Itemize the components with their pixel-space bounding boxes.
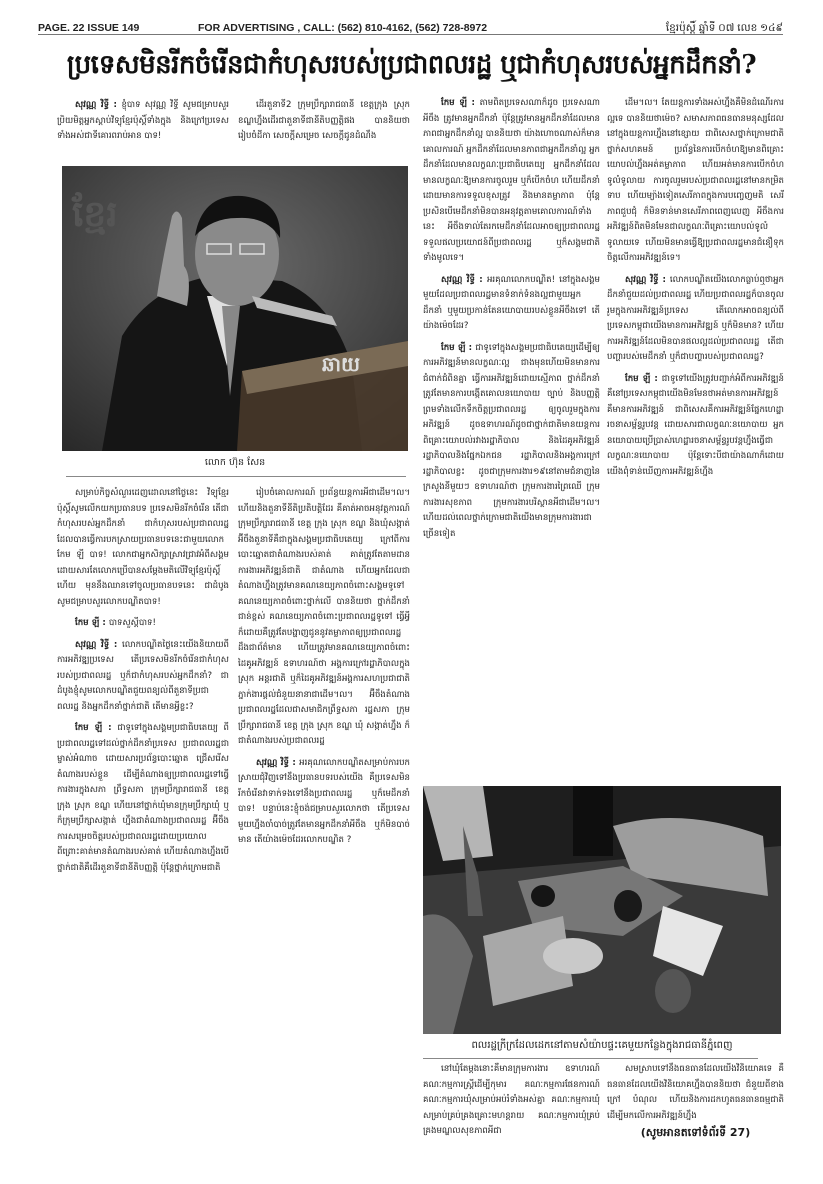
speaker-label-guest: កែម ឡី : xyxy=(625,373,662,384)
speaker-label-guest: កែម ឡី : xyxy=(441,342,476,353)
paragraph-text: លោកបណ្ឌិតថ្ងៃនេះយើងនិយាយពីការអភិវឌ្ឍប្រទេស តើប្រទេសមិនរីកចំរើនជាកំហុសរបស់ប្រជាពលរដ្ឋ ឬក៏ជាកំហុសរបស់អ្នកដឹកនាំ? ជាដំបូងខ្ញុំសូមលោកបណ្ឌិតជួយពន្យល់ពីតួនាទីប្រជាពលរដ្ឋ និងអ្នកដឹកនាំថ្នាក់ជាតិ តើមានអ្វីខ្លះ? xyxy=(57,639,229,712)
masthead-issue: ខ្មែរប៉ុស្តិ៍ ឆ្នាំទី ០៧ លេខ ១៤៩ xyxy=(665,22,783,34)
speaker-label-host: សុវណ្ណ វិទ្ធី : xyxy=(441,274,487,285)
photo-family-sleeping xyxy=(423,786,781,1034)
page-issue-label: PAGE. 22 ISSUE 149 xyxy=(38,22,140,34)
column-3-continuation xyxy=(423,1062,600,1142)
article-paragraph xyxy=(423,1062,600,1140)
paragraph-text: ជាទូទៅក្នុងសង្គមប្រជាធិបតេយ្យដើម្បីឲ្យការអភិវឌ្ឍន៍មានលក្ខណៈល្អ ជាងមុនហើយមិនមានការជំពាក់ជំពិនគ្នា ធ្វើការអភិវឌ្ឍន៍ដោយស្មើភាព ថ្នាក់ដឹកនាំត្រូវតែមានការបង្កើតគោលនយោបាយ ច្បាប់ និងបញ្ញត្តិ ព្រមទាំងលើកទឹកចិត្តប្រជាពលរដ្ឋ ឲ្យចូលរួមក្នុងការអភិវឌ្ឍន៍ ដូចឧទាហរណ៍ដូចជាថ្នាក់ជាតិមានយន្តការពិគ្រោះយោបល់រវាងរដ្ឋាភិបាល និងដៃគូអភិវឌ្ឍន៍ រដ្ឋាភិបាលនិងផ្នែកឯកជន រដ្ឋាភិបាលនិងអង្គការក្រៅរដ្ឋាភិបាលខ្លះ ដូចជាក្រុមការងារ១៩នៅតាមជំនាញនៃក្រសួងនីមួយៗ ឧទាហរណ៍ថា ក្រុមការងារព្រៃឈើ ក្រុមការងារសុខភាព ក្រុមការងារបរិស្ថានអីជាដើម។ល។ ហើយដល់ពេលថ្នាក់ក្រោមជាតិយើងមានក្រុមការងារជាច្រើនទៀត xyxy=(423,342,600,539)
paragraph-text: ដើរតួនាទី2 ក្រុមប្រឹក្សារាជធានី ខេត្តក្រុង ស្រុក ខណ្ឌហ្នឹងដើរជាតួនាទីជានីតិបញ្ញត្តិផង បាននិយថា រៀបចំដីកា សេចក្តីសម្រេច សេចក្តីជូនដំណឹង xyxy=(238,100,410,141)
paragraph-text: ខ្ញុំបាទ សុវណ្ណ វិទ្ធី សូមជម្រាបសួរប្រិយមិត្តអ្នកស្តាប់វិទ្យុខ្មែរប៉ុស្តិ៍ទាំងក្នុង និងក្រៅប្រទេសទាំងអស់ជាទីគោរពរាប់អាន បាទ! xyxy=(57,100,229,141)
paragraph-text: ដើម។ល។ តែយន្តការទាំងអស់ហ្នឹងគឺមិនដំណើរការល្អទេ បាននិយថាម៉េច? សមាសភាពធនធានមនុស្សដែលនៅក្នុងយន្តការហ្នឹងនៅខ្សោយ ជាពិសេសថ្នាក់ក្រោមជាតិ ថ្នាក់សហគមន៍ ប្រព័ន្ធនៃការបើកចំហឱ្យមានពិគ្រោះយោបល់ហ្នឹងអត់តម្លាភាព ហើយអត់មានការបើកចំហទូលំទូលាយ ការចូលរួមរបស់ប្រជាពលរដ្ឋនៅមានកម្រិតទាប ហើយម្យ៉ាងទៀតសេរីភាពក្នុងការបញ្ចេញមតិ សេរីភាពជួបជុំ ក៏មិនទាន់មានសេរីភាពពេញលេញ អីចឹងការអភិវឌ្ឍន៍ពិតមិនមែនជាលក្ខណៈពិគ្រោះយោបល់ទូលំទូលាយទេ ហើយមិនមានធ្វើឱ្យប្រជាពលរដ្ឋមានជំនឿទុកចិត្តលើការអភិវឌ្ឍន៍ទេ។ xyxy=(607,98,784,263)
paragraph-text: ជាទូទៅយើងត្រូវបញ្ជាក់អំពីការអភិវឌ្ឍន៍ គឺនៅប្រទេសកម្ពុជាយើងមិនមែនថាអត់មានការអភិវឌ្ឍន៍ គឺមានការអភិវឌ្ឍន៍ ជាពិសេសគឺការអភិវឌ្ឍន៍ផ្នែកហេដ្ឋារចនាសម្ព័ន្ធរូបវន្ត ដោយសារជាលក្ខណៈនយោបាយ អ្នកនយោបាយប្រើប្រាស់ហេដ្ឋារចនាសម្ព័ន្ធរូបវន្តហ្នឹងធ្វើជាលក្ខណៈនយោបាយ ប៉ុន្តែទោះបីជាយ៉ាងណាក៏ដោយយើងពុំទាន់ឃើញការអភិវឌ្ឍន៍ហ្នឹង xyxy=(607,373,784,477)
speaker-label-host: សុវណ្ណ វិទ្ធី : xyxy=(75,639,122,650)
column-2-intro xyxy=(238,98,410,162)
speaker-label-guest: កែម ឡី : xyxy=(441,98,480,108)
column-1-intro xyxy=(57,98,229,162)
article-paragraph xyxy=(607,96,784,267)
paragraph-text: អរគុណលោកបណ្ឌិតសម្រាប់ការបកស្រាយជុំវិញទៅនឹងប្រធានបទរបស់យើង គឺប្រទេសមិនរីកចំរើនវាទាក់ទងទៅនឹងប្រជាពលរដ្ឋ ឬក៏មេដឹកនាំ បាទ! បន្ទាប់នេះខ្ញុំចង់ជម្រាបសួរលោកថា តើប្រទេសមួយហ្នឹងចាំបាច់ត្រូវតែមានអ្នកដឹកនាំអីចឹង ឬក៏មិនបាច់មាន តើយ៉ាងម៉េចដែរលោកបណ្ឌិត ? xyxy=(238,757,410,845)
column-3-body xyxy=(423,96,600,776)
speaker-label-host: សុវណ្ណ វិទ្ធី : xyxy=(625,274,670,285)
article-paragraph xyxy=(57,721,229,876)
paragraph-text: ជាទូទៅក្នុងសង្គមប្រជាធិបតេយ្យ ពីប្រជាពលរដ្ឋទៅដល់ថ្នាក់ដឹកនាំប្រទេស ប្រជាពលរដ្ឋជាម្ចាស់អំណាច ដោយសារប្រព័ន្ធបោះឆ្នោត ជ្រើសរើសតំណាងរបស់ខ្លួន ដើម្បីតំណាងឲ្យប្រជាពលរដ្ឋទៅធ្វើការងារក្នុងសភា ព្រឹទ្ធសភា ក្រុមប្រឹក្សារាជធានី ខេត្ត ក្រុង ស្រុក ខណ្ឌ ហើយនៅថ្នាក់ឃុំមានក្រុមប្រឹក្សាឃុំ ឬក៏ក្រុមប្រឹក្សាសង្កាត់ ហ្នឹងជាតំណាងប្រជាពលរដ្ឋ អ៊ីចឹងការសម្រេចចិត្តរបស់ប្រជាពលរដ្ឋដោយប្រយោល ពីព្រោះគាត់មានតំណាងរបស់គាត់ ហើយតំណាងហ្នឹងបើថ្នាក់ជាតិគឺដើរតួនាទីជានីតិបញ្ញត្តិ ប៉ុន្តែថ្នាក់ក្រោមជាតិ xyxy=(57,723,229,873)
advertising-contact: FOR ADVERTISING , CALL: (562) 810-4162, (562) 728-8972 xyxy=(198,22,488,34)
article-paragraph xyxy=(607,1062,784,1124)
article-paragraph xyxy=(57,98,229,145)
column-4-body xyxy=(607,96,784,776)
article-paragraph xyxy=(423,341,600,543)
caption-divider-bottom xyxy=(423,1058,758,1059)
speaker-label-host: សុវណ្ណ វិទ្ធី : xyxy=(75,100,122,110)
photo-speaker-podium xyxy=(62,166,408,451)
column-1-body xyxy=(57,486,229,1116)
continued-on-page-27[interactable]: (សូមអានតទៅទំព័រទី 27) xyxy=(640,1126,751,1139)
paragraph-text: រៀបចំគោលការណ៍ ប្រព័ន្ធយន្តការអីជាដើម។ល។ ហើយនិងតួនាទីនីតិប្រតិបត្តិដែរ គឺគាត់អាចអនុវត្តការណ៍ក្រុមប្រឹក្សារាជធានី ខេត្ត ក្រុង ស្រុក ខណ្ឌ និងឃុំសង្កាត់ អ៊ីចឹងតួនាទីគឺជាក្នុងសង្គមប្រជាធិបតេយ្យ ក្រៅពីការបោះឆ្នោតជាតំណាងរបស់គាត់ គាត់ត្រូវតែតាមដានការងារអភិវឌ្ឍន៍ជាតិ ជាតំណាង ហើយអ្នកដែលជាតំណាងហ្នឹងត្រូវមានគណនេយ្យភាពចំពោះសង្គមទូទៅ គណនេយ្យភាពចំពោះថ្នាក់លើ បាននិយថា ថ្នាក់ដឹកនាំជាន់ខ្ពស់ គណនេយ្យភាពចំពោះប្រជាពលរដ្ឋទូទៅ ធ្វើអ្វីក៏ដោយគឺត្រូវតែបង្ហាញជូននូវតម្លាភាពឲ្យប្រជាពលរដ្ឋដឹងជាព័ត៌មាន ហើយត្រូវមានគណនេយ្យភាពចំពោះដៃគូអភិវឌ្ឍន៍ ឧទាហរណ៍ថា អង្គការក្រៅរដ្ឋាភិបាលក្នុងស្រុក អន្តរជាតិ ឬក៏ដៃគូអភិវឌ្ឍន៍អង្គការសហប្រជាជាតិ ភ្នាក់ងារផ្តល់ជំនួយនានាជាដើម។ល។ អ៊ីចឹងតំណាងប្រជាពលរដ្ឋដែលជាសមាជិកព្រឹទ្ធសភា រដ្ឋសភា ក្រុមប្រឹក្សារាជធានី ខេត្ត ក្រុង ស្រុក ខណ្ឌ ឃុំ សង្កាត់ហ្នឹង ក៏ជាតំណាងរបស់ប្រជាពលរដ្ឋ xyxy=(238,488,410,746)
article-paragraph xyxy=(57,616,229,632)
article-paragraph xyxy=(238,486,410,750)
article-headline: ប្រទេសមិនរីកចំរើនជាកំហុសរបស់ប្រជាពលរដ្ឋ ឬជាកំហុសរបស់អ្នកដឹកនាំ? xyxy=(66,50,757,80)
speaker-label-guest: កែម ឡី : xyxy=(75,723,118,733)
paragraph-text: នៅឃុំតែម្តងនោះគឺមានក្រុមការងារ ឧទាហរណ៍គណៈកម្មការស្ត្រីដើម្បីកុមារ គណៈកម្មការផែនការណ៍ គណៈកម្មការឃុំសម្រាប់អប់រំទាំងអស់គ្នា គណៈកម្មការឃុំសម្រាប់គ្រប់គ្រងគ្រោះមហន្តរាយ គណៈកម្មការឃុំគ្រប់គ្រងមណ្ឌលសុខភាពអីជា xyxy=(423,1064,600,1136)
svg-text:ខ្មែរ: ខ្មែរ xyxy=(72,194,118,235)
header-divider xyxy=(38,34,783,35)
svg-text:ឆាយ: ឆាយ xyxy=(322,352,361,376)
paragraph-text: សម្រាប់កិច្ចសំណួរដេញដោលនៅថ្ងៃនេះ វិទ្យុខ្មែរប៉ុស្តិ៍សូមលើកយកប្រធានបទ ប្រទេសមិនរីកចំរើន តើជាកំហុសរបស់អ្នកដឹកនាំ ជាកំហុសរបស់ប្រជាពលរដ្ឋ ដែលបានធ្វើការបកស្រាយប្រធានបទនេះជាមួយលោក កែម ឡី បាទ! លោកជាអ្នកសិក្សាស្រាវជ្រាវអំពីសង្គម ដោយសារតែលោកប្រើបានសម្តែងមតិលើវិទ្យុខ្មែរប៉ុស្តិ៍ហើយ មុននឹងឈានទៅចូលប្រធានបទនេះ ជាដំបូងសូមជម្រាបសួរលោកបណ្ឌិតបាទ! xyxy=(57,488,229,607)
article-paragraph xyxy=(238,98,410,145)
caption-divider-top xyxy=(66,476,406,477)
photo-caption-bottom: ពលរដ្ឋក្រីក្រដែលដេកនៅតាមសំយ៉ាបផ្ទះគេមួយកន្លែងក្នុងរាជធានីភ្នំពេញ xyxy=(471,1040,733,1051)
article-paragraph xyxy=(57,486,229,610)
article-paragraph xyxy=(238,756,410,849)
column-4-continuation xyxy=(607,1062,784,1124)
column-2-body xyxy=(238,486,410,1116)
paragraph-text: លោកបណ្ឌិតយើងលោកធ្លាប់ឮថាអ្នកដឹកនាំជួយដល់ប្រជាពលរដ្ឋ ហើយប្រជាពលរដ្ឋក៏បានចូលរួមក្នុងការអភិវឌ្ឍន៍ប្រទេស តើលោកអាចពន្យល់ពីប្រទេសកម្ពុជាយើងមានការអភិវឌ្ឍន៍ ឬក៏មិនមាន? ហើយការអភិវឌ្ឍន៍ដែលមិនបានផលល្អដល់ប្រជាពលរដ្ឋ តើជាបញ្ហារបស់មេដឹកនាំ ឬក៏ជាបញ្ហារបស់ប្រជាពលរដ្ឋ? xyxy=(607,274,784,362)
article-paragraph xyxy=(607,372,784,481)
article-paragraph xyxy=(57,638,229,716)
speaker-label-guest: កែម ឡី : xyxy=(75,618,109,628)
article-paragraph xyxy=(423,273,600,335)
article-paragraph xyxy=(607,273,784,366)
paragraph-text: បាទសួស្តីបាទ! xyxy=(108,618,156,628)
photo-caption-top: លោក ហ៊ុន សែន xyxy=(204,457,266,468)
paragraph-text: សមស្រាបទៅនឹងធនធានដែលយើងវិនិយោគទេ គឺធនធានដែលយើងវិនិយោគហ្នឹងបាននិយថា ជំនួយពីខាងក្រៅ បំណុល ហើយនិងការដកហូតធនធានធម្មជាតិដើម្បីមកលើការអភិវឌ្ឍន៍ហ្នឹង xyxy=(607,1064,784,1121)
article-paragraph xyxy=(423,96,600,267)
paragraph-text: អរគុណលោកបណ្ឌិត! នៅក្នុងសង្គមមួយដែលប្រជាពលរដ្ឋមានទំនាក់ទំនងល្អជាមួយអ្នកដឹកនាំ ឬមួយប្រកាន់តែនយោបាយរបស់ខ្លួនអីចឹងទៅ តើយ៉ាងម៉េចដែរ? xyxy=(423,274,600,331)
speaker-label-host: សុវណ្ណ វិទ្ធី : xyxy=(256,757,300,768)
paragraph-text: តាមពិតប្រទេសណាក៏ដូច ប្រទេសណាអីចឹង ត្រូវមានអ្នកដឹកនាំ ប៉ុន្តែត្រូវមានអ្នកដឹកនាំដែលមានភាពជាអ្នកដឹកនាំល្អ បាននិយថា យ៉ាងហោចណាស់ក៏មានគោលការណ៍ អ្នកដឹកនាំដែលមានភាពជាអ្នកដឹកនាំល្អ អ្នកដឹកនាំដែលមានលក្ខណៈប្រជាធិបតេយ្យ អ្នកដឹកនាំដែលមានលក្ខណៈឱ្យមានការចូលរួម ឬក៏បើកចំហ ហើយដឹកនាំដោយមានការទទួលខុសត្រូវ និងមានតម្លាភាព ប៉ុន្តែប្រសិនបើមេដឹកនាំមិនបានអនុវត្តតាមគោលការណ៍ទាំងនេះ អីចឹងទាល់តែរកមេដឹកនាំដែលអាចឲ្យប្រជាពលរដ្ឋទទួលផលប្រយោជន៍ពីប្រជាពលរដ្ឋ ឬក៏សង្គមជាតិទាំងមូលទេ។ xyxy=(423,98,600,263)
